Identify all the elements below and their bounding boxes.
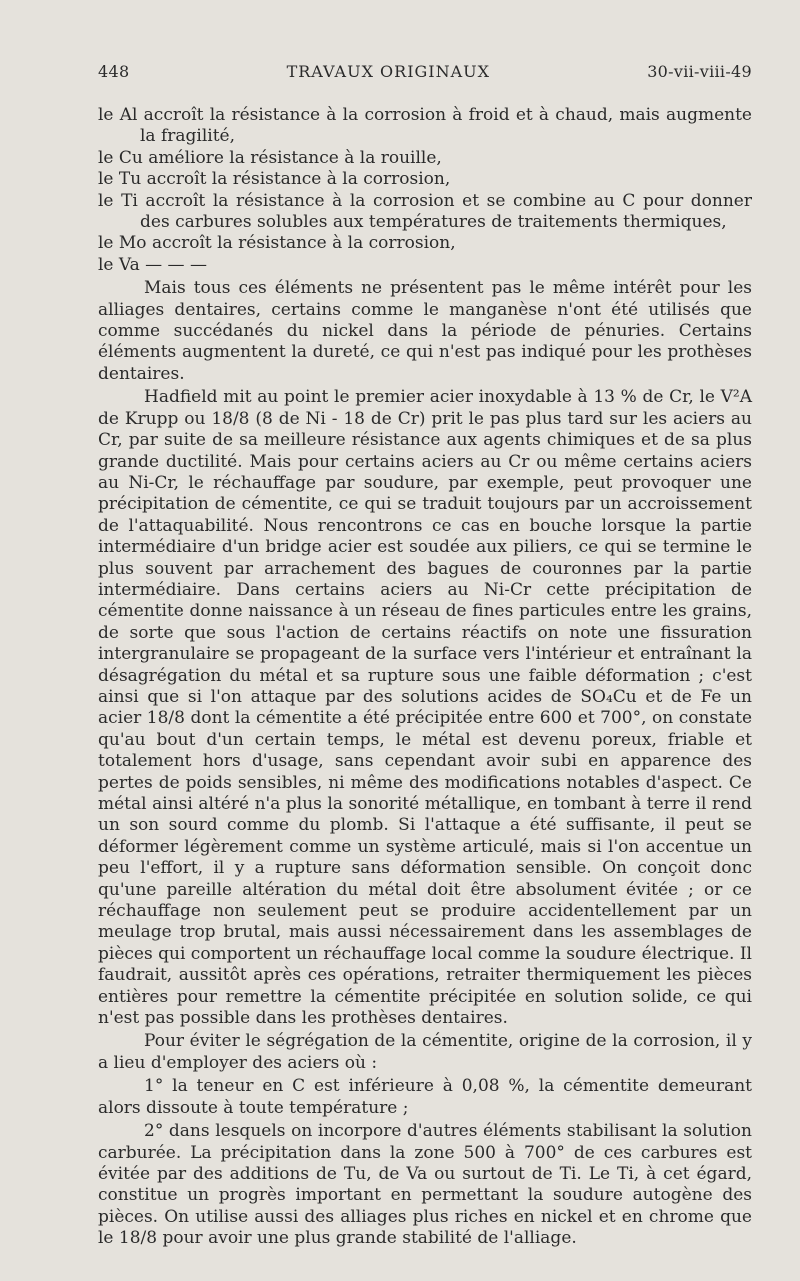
paragraph: 1° la teneur en C est inférieure à 0,08 %, la cémentite demeurant alors dissoute à toute température ; <box>98 1076 752 1118</box>
paragraph: 2° dans lesquels on incorpore d'autres éléments stabilisant la solution carburée. La précipitation dans la zone 500 à 700° de ces carbures est évitée par des additions de Tu, de Va ou surtout de Ti. Le Ti, à cet égard, constitue un progrès important en permettant la soudure autogène des pièces. On utilise aussi des alliages plus riches en nickel et en chrome que le 18/8 pour avoir une plus grande stabilité de l'alliage. <box>98 1121 752 1249</box>
running-header <box>98 62 752 81</box>
list-line: le Cu améliore la résistance à la rouille, <box>98 147 442 168</box>
running-title: TRAVAUX ORIGINAUX <box>286 62 491 81</box>
paragraph: Pour éviter le ségrégation de la cémentite, origine de la corrosion, il y a lieu d'employer des aciers où : <box>98 1031 752 1073</box>
paragraph: Mais tous ces éléments ne présentent pas le même intérêt pour les alliages dentaires, certains comme le manganèse n'ont été utilisés que comme succédanés du nickel dans la période de pénuries. Certains éléments augmentent la dureté, ce qui n'est pas indiqué pour les prothèses dentaires. <box>98 278 752 384</box>
list-line: le Ti accroît la résistance à la corrosion et se combine au C pour donner des carbures solubles aux températures de traitements thermiques, <box>98 190 752 233</box>
list-line: le Mo accroît la résistance à la corrosion, <box>98 233 456 254</box>
list-line: le Va — — — <box>98 254 207 275</box>
paragraph: Hadfield mit au point le premier acier inoxydable à 13 % de Cr, le V²A de Krupp ou 18/8 (8 de Ni - 18 de Cr) prit le pas plus tard sur les aciers au Cr, par suite de sa meilleure résistance aux agents chimiques et de sa plus grande ductilité. Mais pour certains aciers au Cr ou même certains aciers au Ni-Cr, le réchauffage par soudure, par exemple, peut provoquer une précipitation de cémentite, ce qui se traduit toujours par un accroissement de l'attaquabilité. Nous rencontrons ce cas en bouche lorsque la partie intermédiaire d'un bridge acier est soudée aux piliers, ce qui se termine le plus souvent par arrachement des bagues de couronnes par la partie intermédiaire. Dans certains aciers au Ni-Cr cette précipitation de cémentite donne naissance à un réseau de fines particules entre les grains, de sorte que sous l'action de certains réactifs on note une fissuration intergranulaire se propageant de la surface vers l'intérieur et entraînant la désagrégation du métal et sa rupture sous une faible déformation ; c'est ainsi que si l'on attaque par des solutions acides de SO₄Cu et de Fe un acier 18/8 dont la cémentite a été précipitée entre 600 et 700°, on constate qu'au bout d'un certain temps, le métal est devenu poreux, friable et totalement hors d'usage, sans cependant avoir subi en apparence des pertes de poids sensibles, ni même des modifications notables d'aspect. Ce métal ainsi altéré n'a plus la sonorité métallique, en tombant à terre il rend un son sourd comme du plomb. Si l'attaque a été suffisante, il peut se déformer légèrement comme un système articulé, mais si l'on accentue un peu l'effort, il y a rupture sans déformation sensible. On conçoit donc qu'une pareille altération du métal doit être absolument évitée ; or ce réchauffage non seulement peut se produire accidentellement par un meulage trop brutal, mais aussi nécessairement dans les assemblages de pièces qui comportent un réchauffage local comme la soudure électrique. Il faudrait, aussitôt après ces opérations, retraiter thermiquement les pièces entières pour remettre la cémentite précipitée en solution solide, ce qui n'est pas possible dans les prothèses dentaires. <box>98 387 752 1029</box>
list-line: le Al accroît la résistance à la corrosion à froid et à chaud, mais augmente la fragilité, <box>98 105 752 147</box>
issue-reference: 30-vii-viii-49 <box>647 62 752 81</box>
alloy-element-list <box>98 105 752 276</box>
page-number: 448 <box>98 62 130 81</box>
article-body <box>98 105 752 1250</box>
list-line: le Tu accroît la résistance à la corrosion, <box>98 169 451 190</box>
